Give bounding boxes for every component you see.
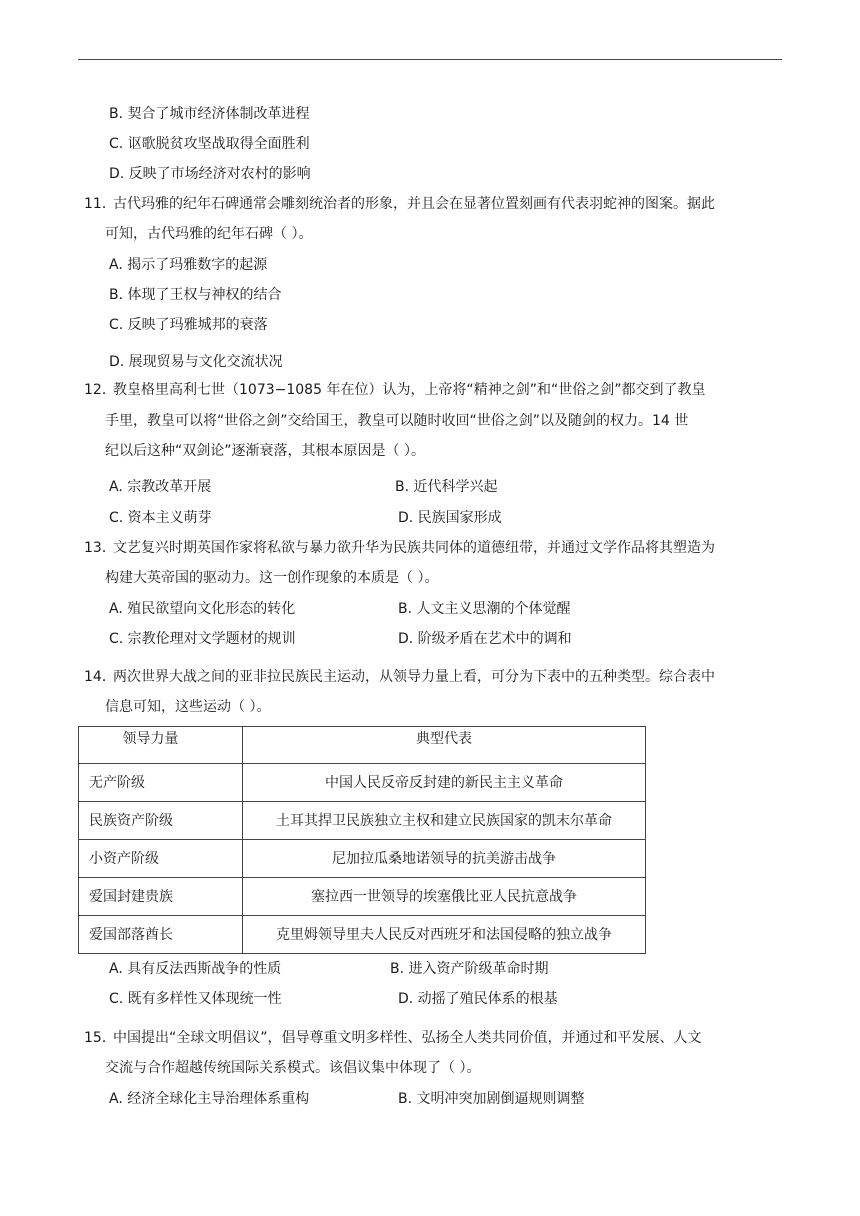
q14-stem-line-2: 信息可知，这些运动（ ）。 <box>105 699 271 715</box>
table-cell-leadership: 爱国部落酋长 <box>79 916 243 954</box>
q12-option-b[interactable]: B. 近代科学兴起 <box>395 479 498 495</box>
q10-option-d[interactable]: D. 反映了市场经济对农村的影响 <box>109 166 311 182</box>
q12-stem-line-3: 纪以后这种“双剑论”逐渐衰落，其根本原因是（ ）。 <box>105 443 425 459</box>
table-cell-representative: 克里姆领导里夫人民反对西班牙和法国侵略的独立战争 <box>243 916 646 954</box>
table-cell-representative: 尼加拉瓜桑地诺领导的抗美游击战争 <box>243 840 646 878</box>
q13-option-a[interactable]: A. 殖民欲望向文化形态的转化 <box>109 601 296 617</box>
q10-option-c[interactable]: C. 讴歌脱贫攻坚战取得全面胜利 <box>109 136 310 152</box>
q14-stem-line-1: 两次世界大战之间的亚非拉民族民主运动，从领导力量上看，可分为下表中的五种类型。综合表中 <box>113 669 715 685</box>
table-header-row <box>79 727 646 764</box>
q10-option-b[interactable]: B. 契合了城市经济体制改革进程 <box>109 106 310 122</box>
header-rule <box>78 59 782 60</box>
q12-option-a[interactable]: A. 宗教改革开展 <box>109 479 212 495</box>
q11-option-c[interactable]: C. 反映了玛雅城邦的衰落 <box>109 317 268 333</box>
q11-option-b[interactable]: B. 体现了王权与神权的结合 <box>109 287 282 303</box>
table-cell-representative: 土耳其捍卫民族独立主权和建立民族国家的凯末尔革命 <box>243 802 646 840</box>
q12-stem-line-1: 教皇格里高利七世（1073−1085 年在位）认为，上帝将“精神之剑”和“世俗之剑”都交到了教皇 <box>113 382 706 398</box>
q11-stem-line-1: 古代玛雅的纪年石碑通常会雕刻统治者的形象，并且会在显著位置刻画有代表羽蛇神的图案。据此 <box>113 196 715 212</box>
q13-stem-line-1: 文艺复兴时期英国作家将私欲与暴力欲升华为民族共同体的道德纽带，并通过文学作品将其塑造为 <box>113 540 715 556</box>
leadership-table <box>78 726 646 954</box>
table-row <box>79 878 646 916</box>
table-header-leadership: 领导力量 <box>79 727 243 764</box>
q11-option-d[interactable]: D. 展现贸易与文化交流状况 <box>109 354 283 370</box>
q13-stem-line-2: 构建大英帝国的驱动力。这一创作现象的本质是（ ）。 <box>105 570 439 586</box>
q13-option-c[interactable]: C. 宗教伦理对文学题材的规训 <box>109 631 296 647</box>
table-cell-representative: 中国人民反帝反封建的新民主主义革命 <box>243 764 646 802</box>
q14-number: 14． <box>84 669 116 685</box>
table-cell-representative: 塞拉西一世领导的埃塞俄比亚人民抗意战争 <box>243 878 646 916</box>
q11-number: 11． <box>84 196 116 212</box>
table-cell-leadership: 小资产阶级 <box>79 840 243 878</box>
q12-number: 12． <box>84 382 116 398</box>
q15-stem-line-1: 中国提出“全球文明倡议”，倡导尊重文明多样性、弘扬全人类共同价值，并通过和平发展、人文 <box>113 1030 702 1046</box>
q13-number: 13． <box>84 540 116 556</box>
q11-stem-line-2: 可知，古代玛雅的纪年石碑（ ）。 <box>105 226 313 242</box>
q12-option-d[interactable]: D. 民族国家形成 <box>398 510 502 526</box>
table-cell-leadership: 无产阶级 <box>79 764 243 802</box>
q13-option-b[interactable]: B. 人文主义思潮的个体觉醒 <box>398 601 571 617</box>
table-row <box>79 764 646 802</box>
q14-option-a[interactable]: A. 具有反法西斯战争的性质 <box>109 961 282 977</box>
q11-option-a[interactable]: A. 揭示了玛雅数字的起源 <box>109 257 268 273</box>
q14-option-b[interactable]: B. 进入资产阶级革命时期 <box>390 961 549 977</box>
table-row <box>79 916 646 954</box>
table-cell-leadership: 民族资产阶级 <box>79 802 243 840</box>
q14-option-c[interactable]: C. 既有多样性又体现统一性 <box>109 991 282 1007</box>
q15-option-a[interactable]: A. 经济全球化主导治理体系重构 <box>109 1091 310 1107</box>
q15-option-b[interactable]: B. 文明冲突加剧倒逼规则调整 <box>398 1091 585 1107</box>
table-header-representative: 典型代表 <box>243 727 646 764</box>
q12-stem-line-2: 手里，教皇可以将“世俗之剑”交给国王，教皇可以随时收回“世俗之剑”以及随剑的权力。14 世 <box>105 413 689 429</box>
q15-number: 15． <box>84 1030 116 1046</box>
q14-option-d[interactable]: D. 动摇了殖民体系的根基 <box>398 991 558 1007</box>
table-row <box>79 802 646 840</box>
table-cell-leadership: 爱国封建贵族 <box>79 878 243 916</box>
q15-stem-line-2: 交流与合作超越传统国际关系模式。该倡议集中体现了（ ）。 <box>105 1060 481 1076</box>
q13-option-d[interactable]: D. 阶级矛盾在艺术中的调和 <box>398 631 572 647</box>
table-row <box>79 840 646 878</box>
q12-option-c[interactable]: C. 资本主义萌芽 <box>109 510 212 526</box>
